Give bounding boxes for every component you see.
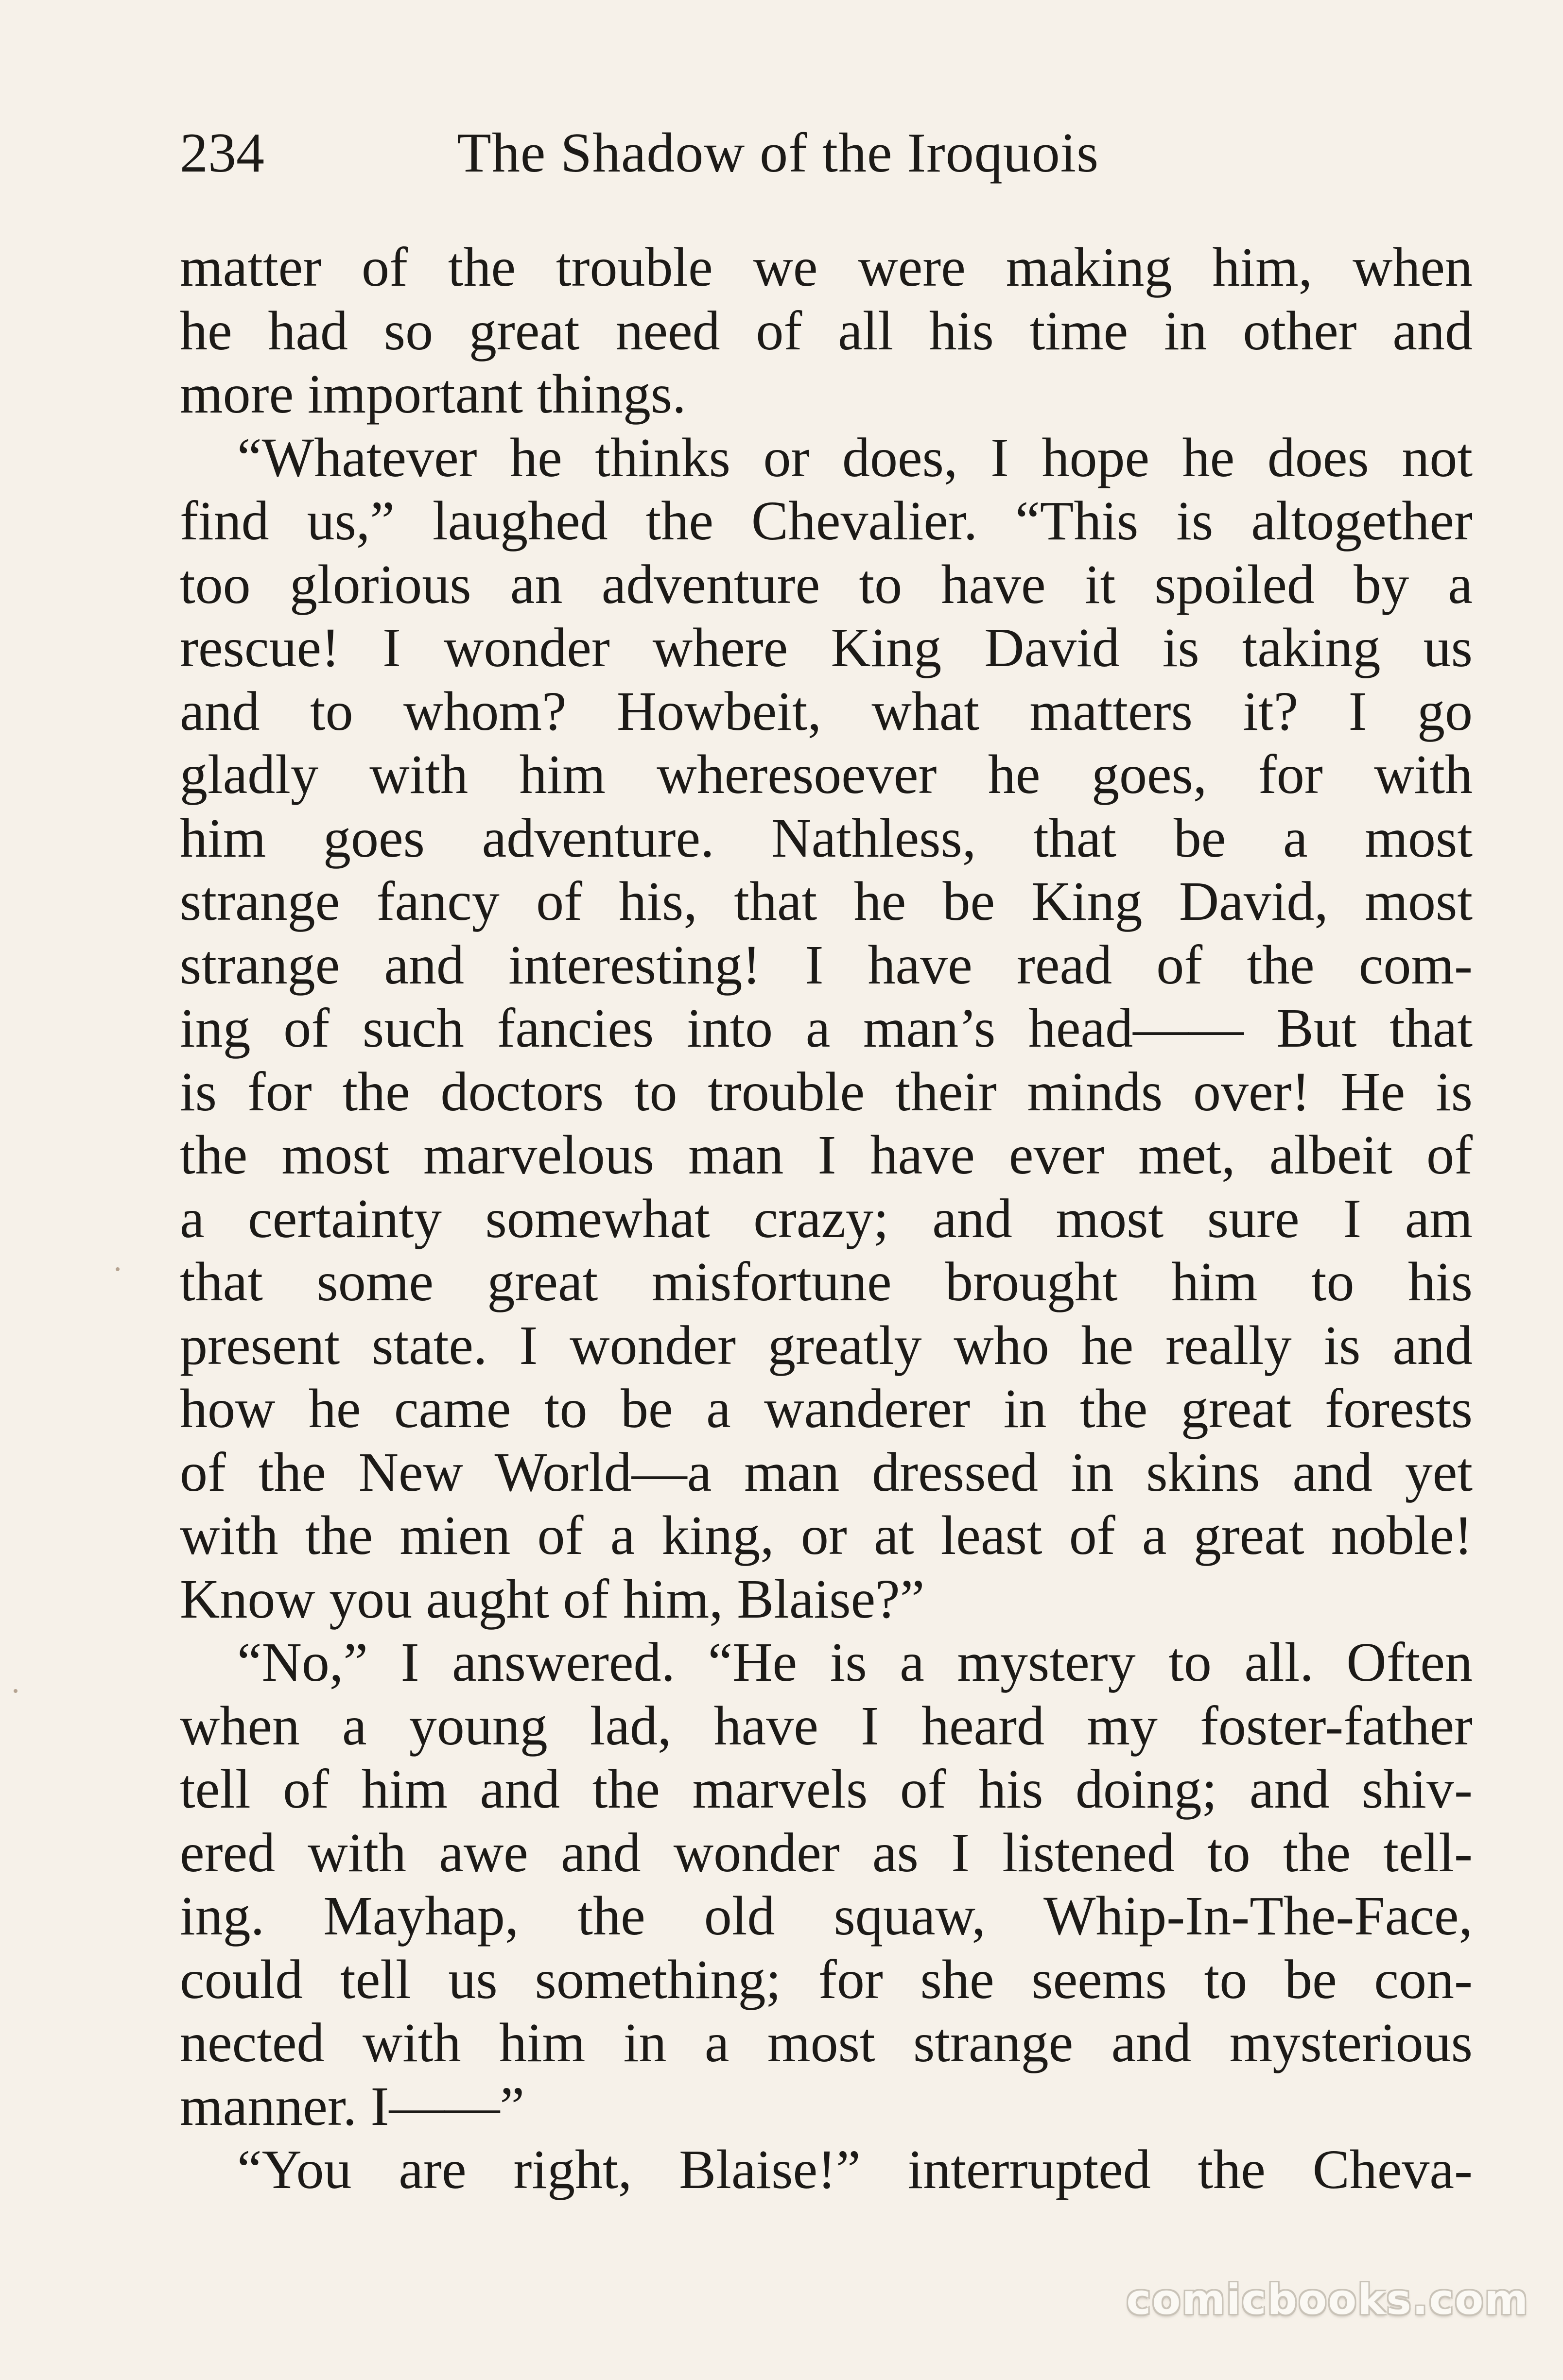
text-line: matter of the trouble we were making him, when xyxy=(180,236,1473,298)
text-line: ing. Mayhap, the old squaw, Whip-In-The-Face, xyxy=(180,1885,1473,1947)
page-number: 234 xyxy=(180,122,264,184)
text-line: gladly with him wheresoever he goes, for with xyxy=(180,743,1473,805)
text-line: strange and interesting! I have read of the com- xyxy=(180,933,1473,996)
body-text xyxy=(180,236,1473,2202)
text-line: of the New World—a man dressed in skins and yet xyxy=(180,1441,1473,1503)
text-line: too glorious an adventure to have it spoiled by a xyxy=(180,553,1473,615)
text-line: “You are right, Blaise!” interrupted the Cheva- xyxy=(237,2139,1473,2200)
paper-speck xyxy=(116,1267,120,1271)
text-line: how he came to be a wanderer in the great forests xyxy=(180,1378,1473,1439)
page-header xyxy=(180,117,1473,190)
text-line: and to whom? Howbeit, what matters it? I go xyxy=(180,680,1473,742)
text-line: is for the doctors to trouble their minds over! He is xyxy=(180,1060,1473,1122)
running-title: The Shadow of the Iroquois xyxy=(457,122,1099,184)
paper-speck xyxy=(14,1689,17,1693)
text-line: present state. I wonder greatly who he really is and xyxy=(180,1314,1473,1376)
text-line: tell of him and the marvels of his doing; and shiv- xyxy=(180,1758,1473,1820)
watermark: comicbooks.com xyxy=(1126,2276,1529,2324)
text-line: ing of such fancies into a man’s head—— But that xyxy=(180,997,1473,1059)
text-line: him goes adventure. Nathless, that be a most xyxy=(180,807,1473,869)
text-line: Know you aught of him, Blaise?” xyxy=(180,1568,925,1630)
text-line: manner. I——” xyxy=(180,2075,525,2137)
text-line: more important things. xyxy=(180,363,686,425)
text-line: when a young lad, have I heard my foster-father xyxy=(180,1694,1473,1757)
text-line: that some great misfortune brought him to his xyxy=(180,1251,1473,1312)
text-line: rescue! I wonder where King David is taking us xyxy=(180,617,1473,678)
text-line: find us,” laughed the Chevalier. “This is altogether xyxy=(180,490,1473,552)
text-line: ered with awe and wonder as I listened to the tell- xyxy=(180,1821,1473,1883)
text-line: with the mien of a king, or at least of a great noble! xyxy=(180,1504,1473,1566)
text-line: “Whatever he thinks or does, I hope he does not xyxy=(237,426,1473,488)
text-line: strange fancy of his, that he be King David, most xyxy=(180,870,1473,932)
text-line: the most marvelous man I have ever met, albeit of xyxy=(180,1124,1473,1186)
text-line: he had so great need of all his time in other and xyxy=(180,299,1473,362)
text-line: a certainty somewhat crazy; and most sure I am xyxy=(180,1187,1473,1249)
text-line: nected with him in a most strange and mysterious xyxy=(180,2012,1473,2073)
text-line: “No,” I answered. “He is a mystery to all. Often xyxy=(237,1631,1473,1693)
text-line: could tell us something; for she seems to be con- xyxy=(180,1948,1473,2010)
